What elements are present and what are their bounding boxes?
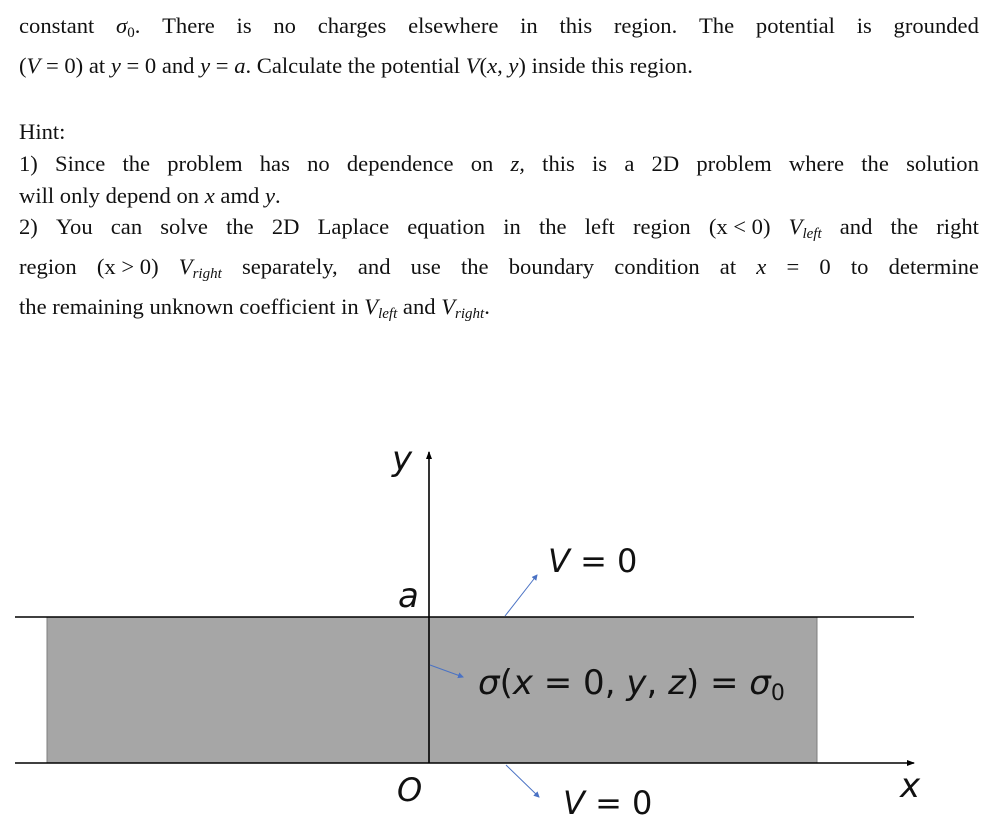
top-pointer-arrow: [505, 575, 537, 616]
word: no: [273, 13, 296, 38]
bottom-boundary-label: V = 0: [563, 784, 653, 822]
hint-item-2-line-3: the remaining unknown coefficient in $V_{left}$ and $V_{right}$.: [19, 293, 490, 322]
word: region.: [613, 13, 678, 38]
word: The: [699, 13, 735, 38]
word: charges: [317, 13, 387, 38]
statement-line-2: (V = 0) at y = 0 and y = a. Calculate the potential V(x, y) inside this region.: [19, 52, 693, 78]
word: elsewhere: [408, 13, 499, 38]
word: this: [559, 13, 593, 38]
word: is: [856, 13, 872, 38]
surface-charge-label: σ(x = 0, y, z) = σ0: [478, 663, 785, 706]
hint-title: Hint:: [19, 119, 66, 144]
word: in: [520, 13, 538, 38]
hint-item-1-line-1: 1) Since the problem has no dependence on z, this is a 2D problem where the solution: [19, 150, 979, 176]
top-boundary-label: V = 0: [548, 542, 638, 580]
a-label: a: [398, 576, 419, 616]
math-inequality: (x > 0): [96, 254, 159, 280]
sigma-zero-inline: σ0.: [116, 13, 141, 41]
bottom-pointer-arrow: [506, 765, 539, 797]
x-axis-label: x: [900, 766, 921, 806]
word: There: [162, 13, 215, 38]
v-left-symbol: $V_{left}$: [788, 214, 822, 243]
math-inequality: (x < 0): [708, 214, 771, 240]
word: potential: [755, 13, 835, 38]
word: constant: [19, 13, 95, 38]
hint-item-1-line-2: will only depend on x amd y.: [19, 182, 281, 208]
hint-item-2-line-2: region (x > 0) $V_{right}$ separately, and use the boundary condition at x = 0 to determine: [19, 251, 979, 291]
hint-item-2-line-1: 2) You can solve the 2D Laplace equation in the left region (x < 0) $V_{left}$ and the right: [19, 211, 979, 251]
y-axis-label: y: [392, 439, 413, 479]
word: grounded: [893, 13, 979, 38]
v-right-symbol: $V_{right}$: [178, 254, 222, 283]
word: is: [236, 13, 252, 38]
origin-label: O: [397, 771, 423, 809]
